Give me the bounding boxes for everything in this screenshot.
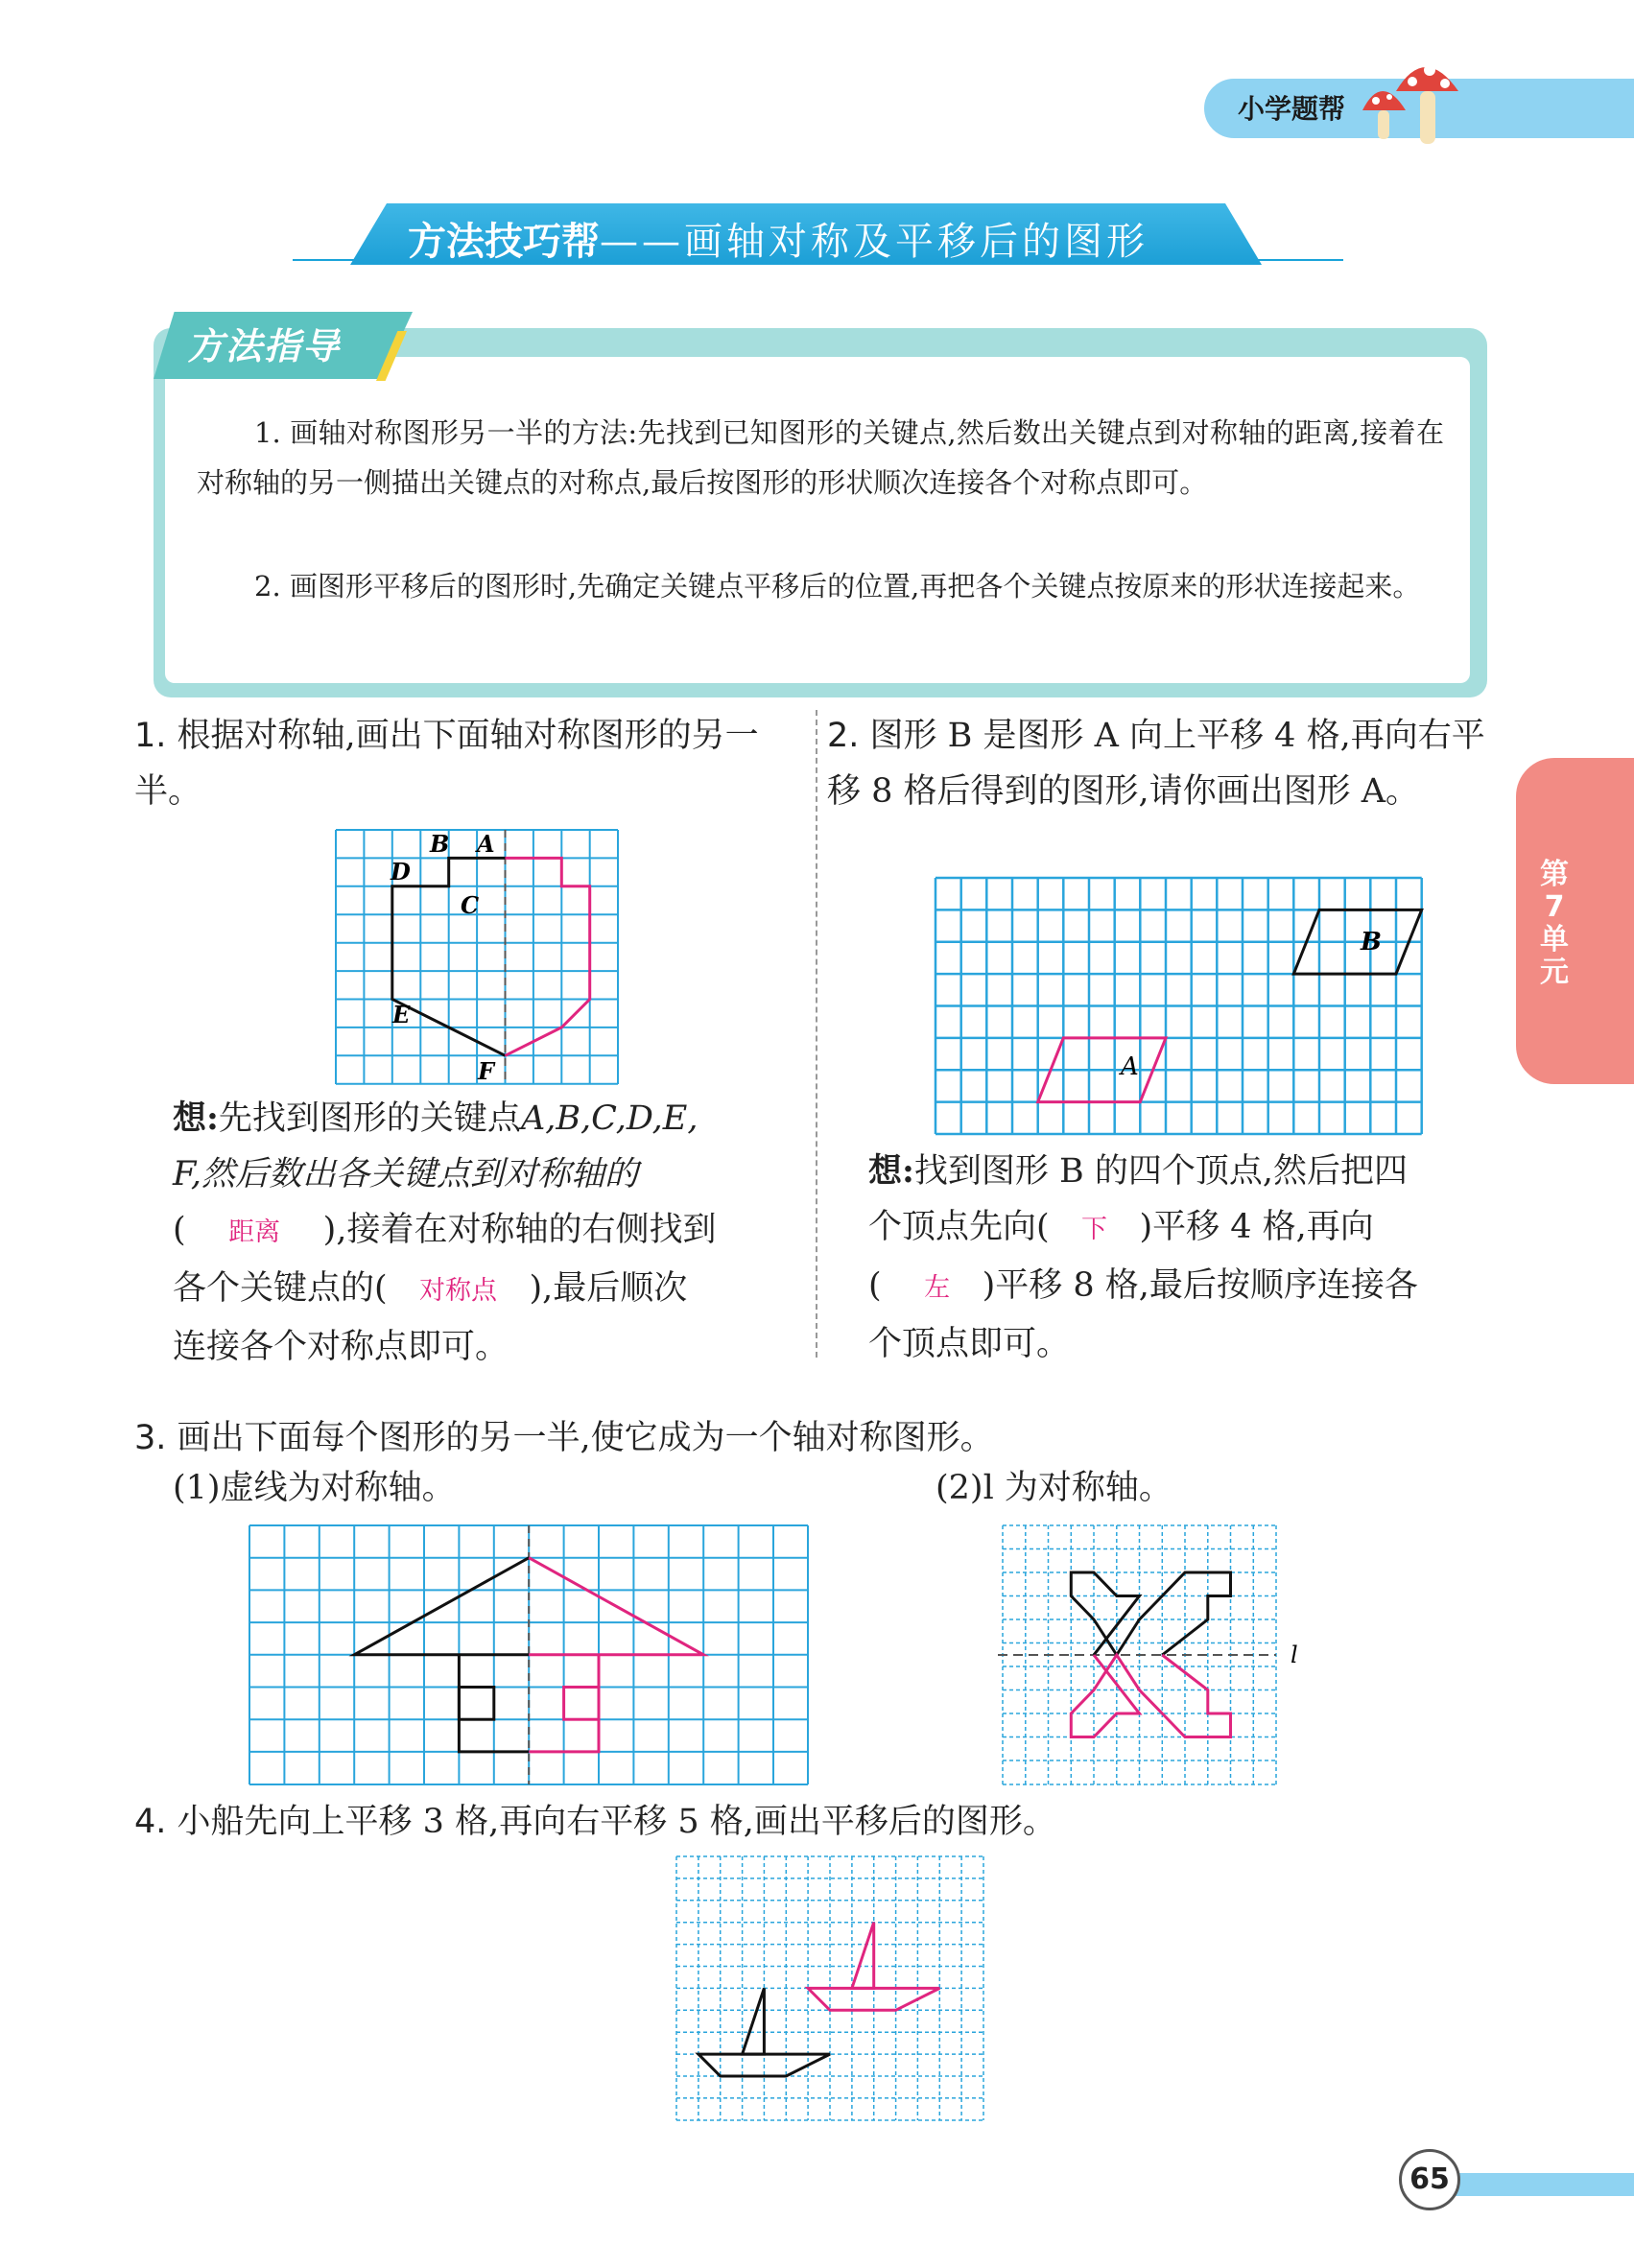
q3-sub-1: (1)虚线为对称轴。 [173, 1469, 456, 1507]
label-E: E [392, 1001, 411, 1028]
q2-blank-1: 下 [1081, 1215, 1108, 1244]
q3-house-figure [245, 1521, 811, 1789]
roof-right [529, 1558, 703, 1655]
boat-sail-original [743, 1988, 765, 2054]
q1-blank-2: 对称点 [419, 1276, 498, 1306]
question-3: 3. 画出下面每个图形的另一半,使它成为一个轴对称图形。 [134, 1419, 994, 1457]
q2-grid-figure [931, 873, 1434, 1142]
unit-tab [1516, 758, 1634, 1084]
label-D: D [391, 858, 411, 886]
method-guide-content [165, 357, 1470, 683]
bow-bottom [1071, 1655, 1230, 1737]
brand-name: 小学题帮 [1238, 93, 1346, 125]
label-B: B [430, 830, 450, 858]
mushroom-icon [1353, 53, 1468, 149]
label-C: C [461, 891, 480, 919]
roof-left [354, 1558, 529, 1655]
q1-blank-1: 距离 [228, 1217, 281, 1247]
q1-answer-shape [506, 858, 590, 1055]
q1-think: 想:先找到图形的关键点A,B,C,D,E, F,然后数出各关键点到对称轴的 ( 距离 ),接着在对称轴的右侧找到 各个关键点的( 对称点 ),最后顺次 连接各个对称点即可。 [173, 1099, 717, 1366]
section-title: 方法技巧帮——画轴对称及平移后的图形 [408, 220, 1149, 264]
page-number: 65 [1399, 2149, 1460, 2210]
boat-sail-moved [852, 1923, 874, 1989]
guide-paragraph-1: 1. 画轴对称图形另一半的方法:先找到已知图形的关键点,然后数出关键点到对称轴的距离,接着在对称轴的另一侧描出关键点的对称点,最后按图形的形状顺次连接各个对称点即可。 [197, 416, 1444, 499]
question-4: 4. 小船先向上平移 3 格,再向右平移 5 格,画出平移后的图形。 [134, 1803, 1056, 1841]
label-B: B [1361, 928, 1382, 957]
unit-label: 第 7 单 元 [1540, 858, 1569, 989]
question-1: 1. 根据对称轴,画出下面轴对称图形的另一半。 [134, 717, 759, 811]
label-A: A [477, 830, 495, 858]
q2-think: 想:找到图形 B 的四个顶点,然后把四 个顶点先向( 下 )平移 4 格,再向 ( 左 )平移 8 格,最后按顺序连接各 个顶点即可。 [868, 1151, 1418, 1363]
q4-boat-figure [672, 1852, 993, 2125]
guide-paragraph-2: 2. 画图形平移后的图形时,先确定关键点平移后的位置,再把各个关键点按原来的形状连接起来。 [254, 570, 1421, 602]
label-F: F [478, 1057, 495, 1085]
q3-sub-2: (2)l 为对称轴。 [935, 1469, 1172, 1507]
q2-blank-2: 左 [924, 1273, 951, 1303]
window-left [459, 1688, 493, 1720]
question-2: 2. 图形 B 是图形 A 向上平移 4 格,再向右平移 8 格后得到的图形,请你画出图形 A。 [827, 717, 1485, 811]
column-divider [816, 710, 817, 1358]
label-A: A [1121, 1052, 1139, 1081]
q1-grid-figure [331, 825, 638, 1089]
window-right [564, 1688, 599, 1720]
method-guide-label: 方法指导 [187, 325, 342, 367]
q3-bow-figure [998, 1521, 1305, 1789]
axis-l-label: l [1291, 1642, 1298, 1668]
